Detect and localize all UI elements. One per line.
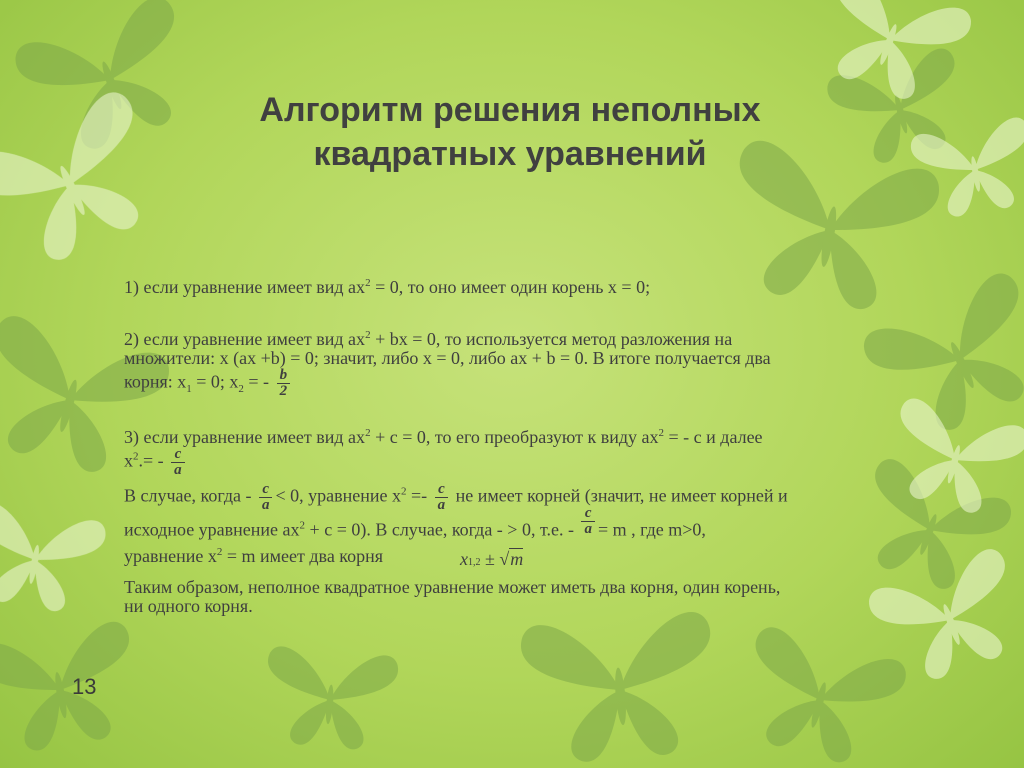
roots-formula: x1,2 ± √m — [460, 549, 524, 569]
title-line-1: Алгоритм решения неполных — [259, 91, 761, 129]
butterfly-icon — [519, 610, 720, 766]
fraction-b-over-2: $\frac{b}{2}$ — [277, 368, 291, 399]
rule-3-paragraph: 3) если уравнение имеет вид $ах^2 + с = 0$, то его преобразуют к виду $ах^2$ = - с и далее $х^2.=$ - $\frac{с}{а}$ — [124, 427, 763, 478]
butterfly-icon — [0, 500, 108, 618]
title-line-2: квадратных уравнений — [313, 135, 707, 173]
butterfly-icon — [261, 645, 399, 752]
page-number: 13 — [72, 674, 97, 699]
fraction-c-over-a: $\frac{с}{а}$ — [581, 506, 595, 537]
butterfly-icon — [731, 624, 909, 768]
fraction-c-over-a: $\frac{с}{а}$ — [171, 447, 185, 478]
conclusion-paragraph: Таким образом, неполное квадратное уравнение может иметь два корня, один корень, ни одного корня. — [124, 577, 781, 616]
fraction-c-over-a: $\frac{с}{а}$ — [259, 482, 273, 513]
rule-1-paragraph: 1) если уравнение имеет вид $ах^2 = 0$, то оно имеет один корень х = 0; — [124, 277, 651, 297]
slide-title — [180, 88, 840, 176]
fraction-c-over-a: $\frac{с}{а}$ — [435, 482, 449, 513]
rule-2-paragraph: 2) если уравнение имеет вид $ах^2$ + bx = 0, то используется метод разложения на множители: х (ах +b) = 0; значит, либо х = 0, либо ах + b = 0. В итоге получается два корня: $х_1 = 0$; $х_2$ = - $\frac{b}{2}$ — [124, 329, 771, 399]
case-negative-paragraph: В случае, когда - $\frac{с}{а}$ < 0, уравнение $х^2$ =- $\frac{с}{а}$ не имеет корней (значит, не имеет корней и — [124, 481, 788, 513]
case-positive-paragraph: исходное уравнение $ах^2 + с = 0$). В случае, когда - > 0, т.е. - $\frac{с}{а}$ = m , где m>0, уравнение $х^2 = m$ имеет два корня — [124, 505, 706, 566]
